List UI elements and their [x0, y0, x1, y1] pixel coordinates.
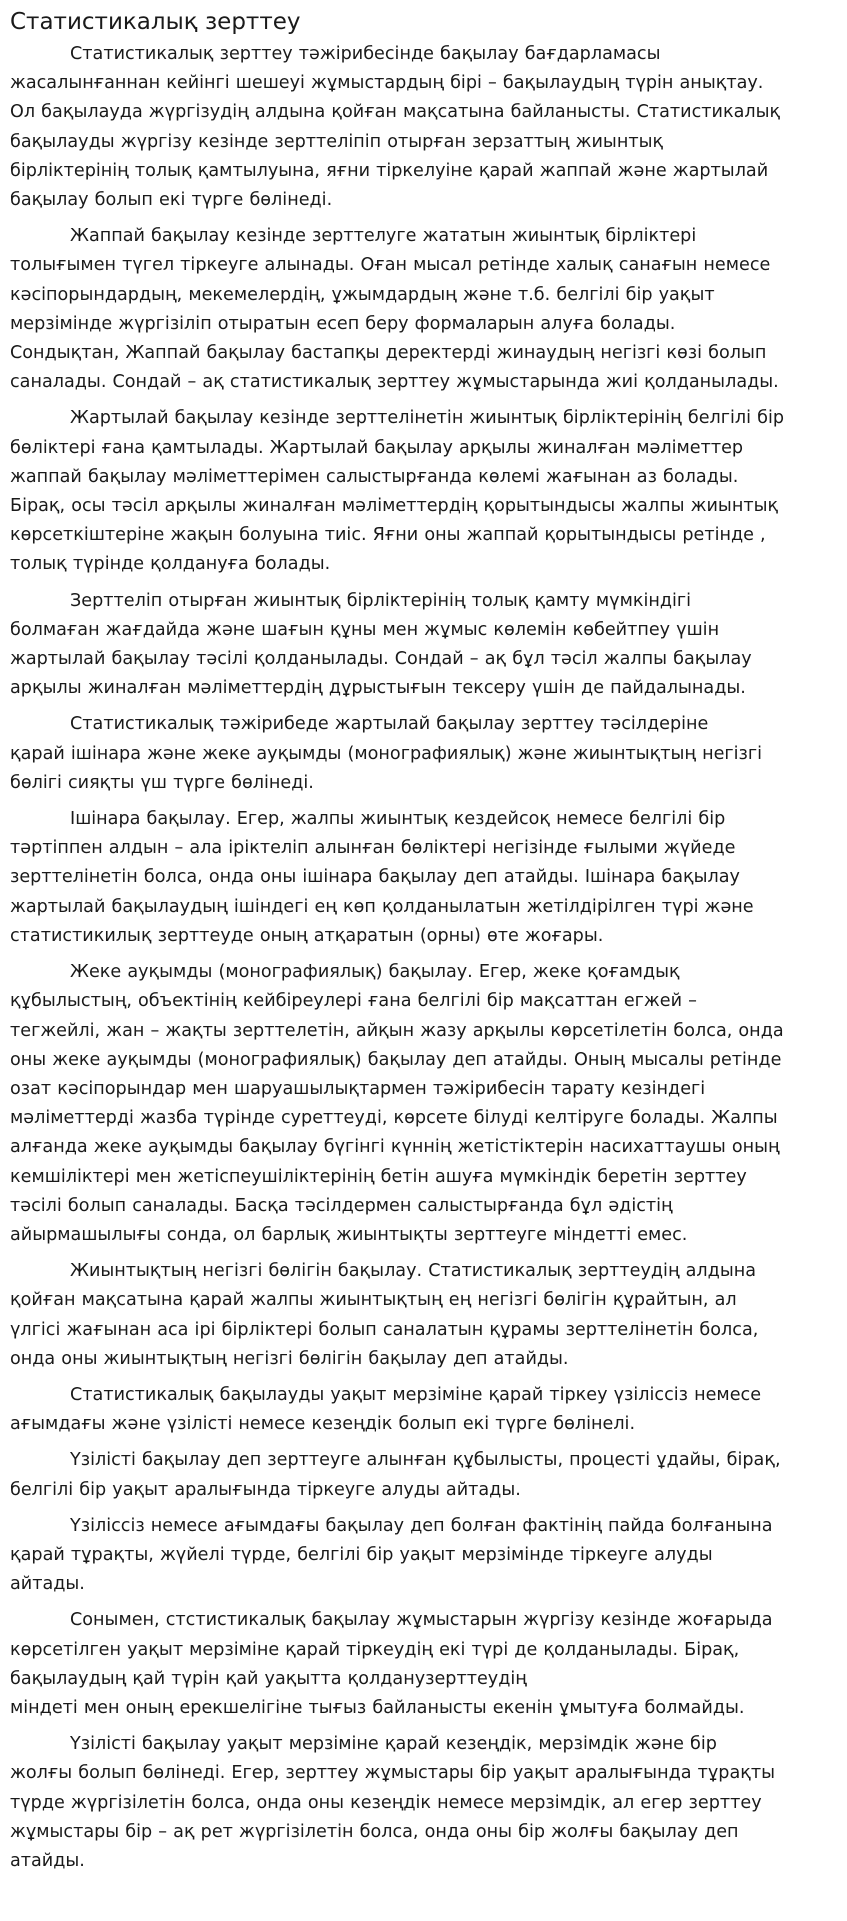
paragraph-8: Жиынтықтың негізгі бөлігін бақылау. Статистикалық зерттеудің алдына қойған мақсатына қарай жалпы жиынтықтың ең негізгі бөлігін құрайтын, ал үлгісі жағынан аса ірі бірліктері болып саналатын құрамы зерттелінетін болса, онда оны жиынтықтың негізгі бөлігін бақылау деп атайды.	[10, 1261, 759, 1369]
paragraph-9: Статистикалық бақылауды уақыт мерзіміне қарай тіркеу үзіліссіз немесе ағымдағы және үзілісті немесе кезеңдік болып екі түрге бөлінелі.	[10, 1384, 762, 1435]
paragraph-3: Жартылай бақылау кезінде зерттелінетін жиынтық бірліктерінің белгілі бір бөліктері ғана қамтылады. Жартылай бақылау арқылы жиналған мәліметтер жаппай бақылау мәліметтерімен салыстырғанда көлемі жағынан аз болады. Бірақ, осы тәсіл арқылы жиналған мәліметтердің қорытындысы жалпы жиынтық көрсеткіштеріне жақын болуына тиіс. Яғни оны жаппай қорытындысы ретінде , толық түрінде қолдануға болады.	[10, 408, 785, 575]
paragraph-4: Зерттеліп отырған жиынтық бірліктерінің толық қамту мүмкіндігі болмаған жағдайда және шағын құны мен жұмыс көлемін көбейтпеу үшін жартылай бақылау тәсілі қолданылады. Сондай – ақ бұл тәсіл жалпы бақылау арқылы жиналған мәліметтердің дұрыстығын тексеру үшін де пайдалынады.	[10, 590, 752, 699]
paragraph-11: Үзіліссіз немесе ағымдағы бақылау деп болған фактінің пайда болғанына қарай тұрақты, жүйелі түрде, белгілі бір уақыт мерзімінде тіркеуге алуды айтады.	[10, 1515, 773, 1595]
paragraph-5: Статистикалық тәжірибеде жартылай бақылау зерттеу тәсілдеріне қарай ішінара және жеке ауқымды (монографиялық) және жиынтықтың негізгі бөлігі сияқты үш түрге бөлінеді.	[10, 714, 763, 793]
paragraph-12: Сонымен, стстистикалық бақылау жұмыстарын жүргізу кезінде жоғарыда көрсетілген уақыт мерзіміне қарай тіркеудің екі түрі де қолданылады. Бірақ, бақылаудың қай түрін қай уақытта қолданузерттеудің міндеті мен оның ерекшелігіне тығыз байланысты екенін ұмытуға болмайды.	[10, 1610, 773, 1718]
document-title: Статистикалық зерттеу	[10, 9, 301, 35]
paragraph-6: Ішінара бақылау. Егер, жалпы жиынтық кездейсоқ немесе белгілі бір тәртіппен алдын – ала іріктеліп алынған бөліктері негізінде ғылыми жүйеде зерттелінетін болса, онда оны ішінара бақылау деп атайды. Ішінара бақылау жартылай бақылаудың ішіндегі ең көп қолданылатын жетілдірілген түрі және статистикилық зерттеуде оның атқаратын (орны) өте жоғары.	[10, 809, 754, 946]
paragraph-2: Жаппай бақылау кезінде зерттелуге жататын жиынтық бірліктері толығымен түгел тіркеуге алынады. Оған мысал ретінде халық санағын немесе кәсіпорындардың, мекемелердің, ұжымдардың және т.б. белгілі бір уақыт мерзімінде жүргізіліп отыратын есеп беру формаларын алуға болады. Сондықтан, Жаппай бақылау бастапқы деректерді жинаудың негізгі көзі болып саналады. Сондай – ақ статистикалық зерттеу жұмыстарында жиі қолданылады.	[10, 226, 779, 393]
paragraph-1: Статистикалық зерттеу тәжірибесінде бақылау бағдарламасы жасалынғаннан кейінгі шешеуі жұмыстардың бірі – бақылаудың түрін анықтау. Ол бақылауда жүргізудің алдына қойған мақсатына байланысты. Статистикалық бақылауды жүргізу кезінде зерттеліпіп отырған зерзаттың жиынтық бірліктерінің толық қамтылуына, яғни тіркелуіне қарай жаппай және жартылай бақылау болып екі түрге бөлінеді.	[10, 44, 781, 211]
paragraph-7: Жеке ауқымды (монографиялық) бақылау. Егер, жеке қоғамдық құбылыстың, объектінің кейбіреулері ғана белгілі бір мақсаттан егжей – тегжейлі, жан – жақты зерттелетін, айқын жазу арқылы көрсетілетін болса, онда оны жеке ауқымды (монографиялық) бақылау деп атайды. Оның мысалы ретінде озат кәсіпорындар мен шаруашылықтармен тәжірибесін тарату кезіндегі мәліметтерді жазба түрінде суреттеуді, көрсете білуді келтіруге болады. Жалпы алғанда жеке ауқымды бақылау бүгінгі күннің жетістіктерін насихаттаушы оның кемшіліктері мен жетіспеушіліктерінің бетін ашуға мүмкіндік беретін зерттеу тәсілі болып саналады. Басқа тәсілдермен салыстырғанда бұл әдістің айырмашылығы сонда, ол барлық жиынтықты зерттеуге міндетті емес.	[10, 962, 784, 1245]
paragraph-13: Үзілісті бақылау уақыт мерзіміне қарай кезеңдік, мерзімдік және бір жолғы болып бөлінеді. Егер, зерттеу жұмыстары бір уақыт аралығында тұрақты түрде жүргізілетін болса, онда оны кезеңдік немесе мерзімдік, ал егер зерттеу жұмыстары бір – ақ рет жүргізілетін болса, онда оны бір жолғы бақылау деп атайды.	[10, 1734, 775, 1871]
paragraph-10: Үзілісті бақылау деп зерттеуге алынған құбылысты, процесті ұдайы, бірақ, белгілі бір уақыт аралығында тіркеуге алуды айтады.	[10, 1450, 781, 1500]
